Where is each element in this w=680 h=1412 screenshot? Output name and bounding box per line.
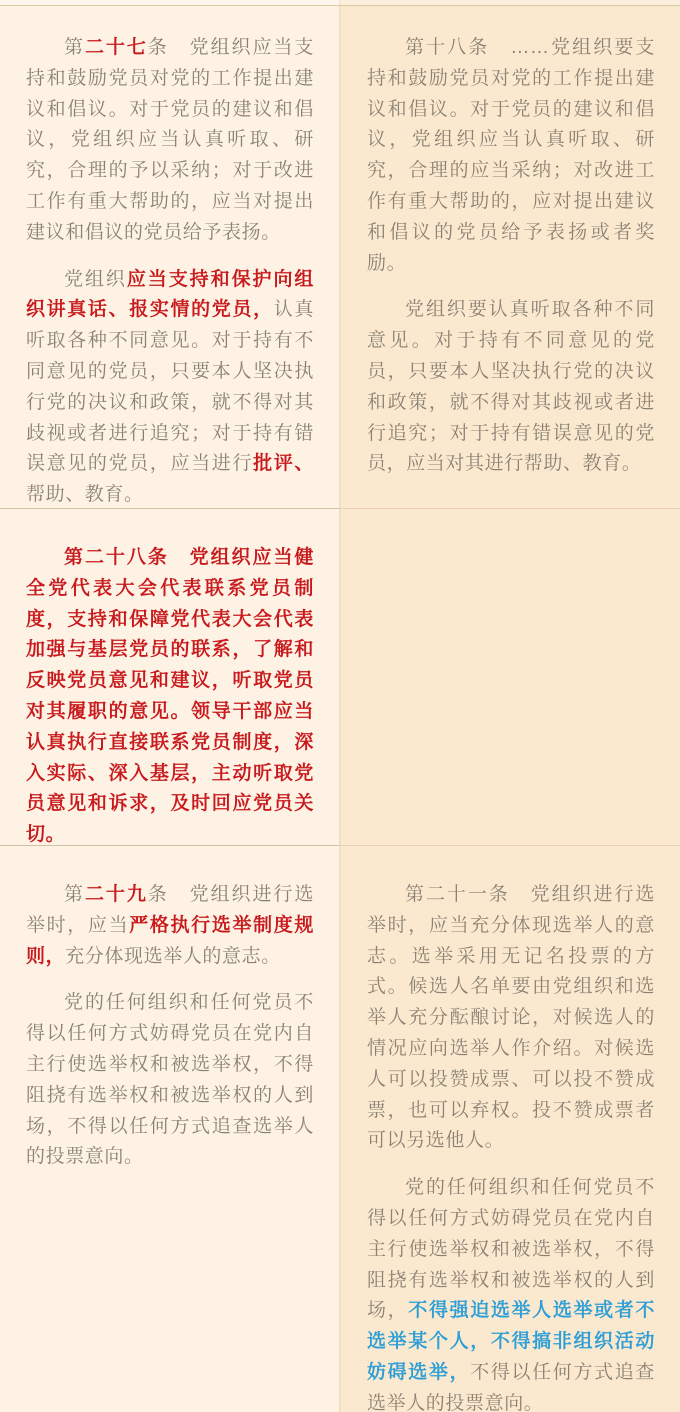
highlight-red-text: 二十七 (84, 37, 148, 58)
body-text: 党的任何组织和任何党员不得以任何方式妨碍党员在党内自主行使选举权和被选举权，不得阻挠有选举权和被选举权的人到场，不得以任何方式追查选举人的投票意向。 (26, 992, 314, 1168)
body-text: 条 党组织进行选举时，应当 (26, 884, 314, 936)
body-text: 帮助、教育。 (26, 484, 144, 506)
body-text: 条 党组织应当支持和鼓励党员对党的工作提出建议和倡议。对于党员的建议和倡议，党组织应当认真听取、研究，合理的予以采纳；对于改进工作有重大帮助的，应当对提出建议和倡议的党员给予表扬。 (26, 37, 314, 243)
paragraph (367, 1173, 655, 1412)
body-text: 党组织 (64, 268, 127, 290)
body-text: 不得以任何方式追查选举人的投票意向。 (367, 1361, 655, 1412)
paragraph (26, 543, 314, 845)
original-text-cell-row3 (341, 845, 680, 1412)
paragraph (367, 295, 655, 480)
body-text: 第二十一条 党组织进行选举时，应当充分体现选举人的意志。选举采用无记名投票的方式。候选人名单要由党组织和选举人充分酝酿讨论，对候选人的情况应向选举人作介绍。对候选人可以投赞成票、可以投不赞成票，也可以弃权。投不赞成票者可以另选他人。 (367, 884, 655, 1152)
paragraph (26, 33, 314, 249)
paragraph (26, 880, 314, 972)
highlight-red-text: 二十九 (84, 884, 148, 905)
original-text-cell-row2 (341, 508, 680, 845)
body-text: 党组织要认真听取各种不同意见。对于持有不同意见的党员，只要本人坚决执行党的决议和政策，就不得对其歧视或者进行追究；对于持有错误意见的党员，应当对其进行帮助、教育。 (367, 299, 655, 475)
paragraph (26, 988, 314, 1173)
paragraph (367, 880, 655, 1157)
highlight-red-text: 应当支持和保护向组织讲真话、报实情的党员， (26, 268, 314, 321)
revised-text-cell-row1 (0, 0, 341, 508)
revised-text-cell-row3 (0, 845, 341, 1412)
paragraph (367, 33, 655, 279)
highlight-red-text: 批评、 (253, 453, 314, 475)
revised-text-cell-row2 (0, 508, 341, 845)
body-text: 第 (64, 884, 85, 905)
highlight-red-text: 严格执行选举制度规则， (26, 914, 314, 967)
highlight-red-text: 第二十八条 党组织应当健全党代表大会代表联系党员制度，支持和保障党代表大会代表加强与基层党员的联系，了解和反映党员意见和建议，听取党员对其履职的意见。领导干部应当认真执行直接联系党员制度，深入实际、深入基层，主动听取党员意见和诉求，及时回应党员关切。 (26, 547, 314, 845)
paragraph (26, 265, 314, 508)
original-text-cell-row1 (341, 0, 680, 508)
body-text: 充分体现选举人的意志。 (65, 945, 281, 967)
body-text: 第 (64, 37, 85, 58)
body-text: 认真听取各种不同意见。对于持有不同意见的党员，只要本人坚决执行党的决议和政策，就不得对其歧视或者进行追究；对于持有错误意见的党员，应当进行 (26, 299, 314, 475)
highlight-blue-text: 不得强迫选举人选举或者不选举某个人，不得搞非组织活动妨碍选举， (367, 1300, 655, 1383)
body-text: 党的任何组织和任何党员不得以任何方式妨碍党员在党内自主行使选举权和被选举权，不得阻挠有选举权和被选举权的人到场， (367, 1177, 655, 1322)
body-text: 第十八条 ……党组织要支持和鼓励党员对党的工作提出建议和倡议。对于党员的建议和倡议，党组织应当认真听取、研究，合理的应当采纳；对改进工作有重大帮助的，应对提出建议和倡议的党员给予表扬或者奖励。 (367, 37, 655, 274)
